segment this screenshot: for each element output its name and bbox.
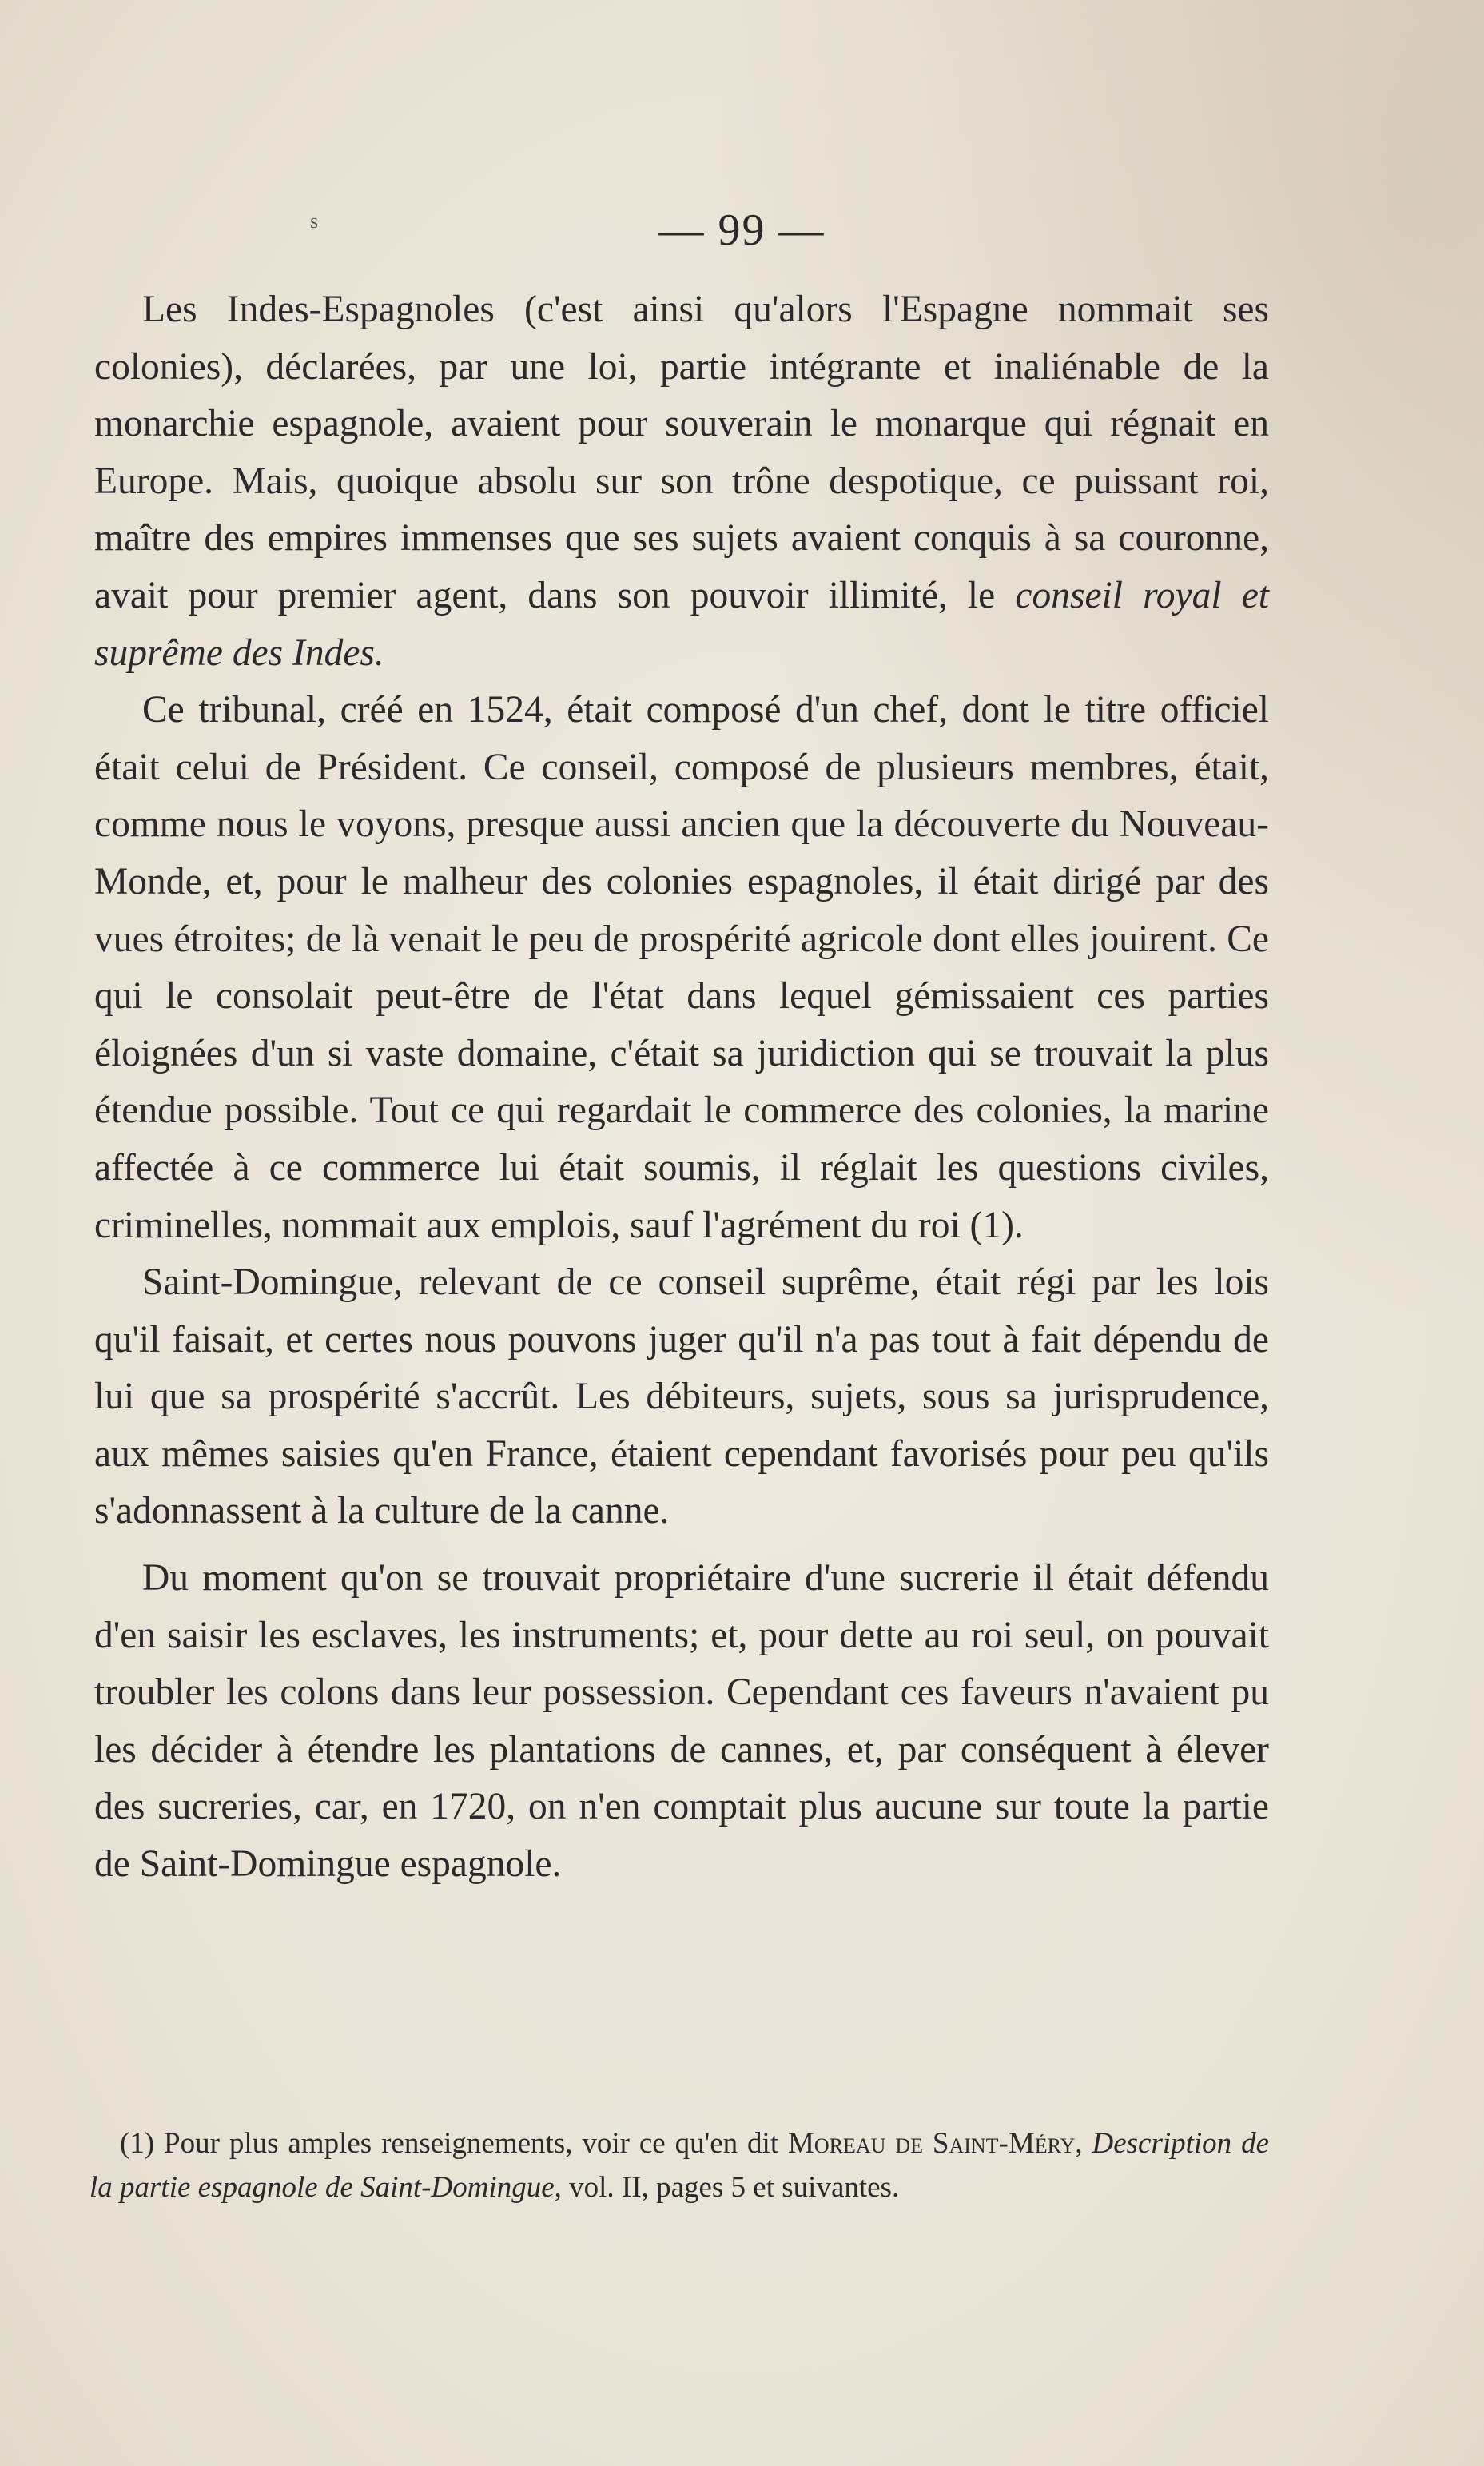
paragraph-saint-domingue: Saint-Domingue, relevant de ce conseil suprême, était régi par les lois qu'il faisait, et certes nous pouvons juger qu'il n'a pas tout à fait dépendu de lui que sa prospérité s'accrût. Les débiteurs, sujets, sous sa jurisprudence, aux mêmes saisies qu'en France, étaient cependant favorisés pour peu qu'ils s'adonnassent à la culture de la canne. <box>94 1261 1269 1532</box>
stray-mark: s <box>310 209 319 233</box>
footnote-tail: , vol. II, pages 5 et suivantes. <box>554 2171 900 2204</box>
footnote <box>90 2121 1269 2209</box>
footnote-author: Moreau de Saint-Méry <box>788 2127 1076 2160</box>
paragraph-text: Les Indes-Espagnoles (c'est ainsi qu'alors l'Espagne nommait ses colonies), déclarées, par une loi, partie intégrante et inaliénable de la monarchie espagnole, avaient pour souverain le monarque qui régnait en Europe. Mais, quoique absolu sur son trône despotique, ce puissant roi, maître des empires immenses que ses sujets avaient conquis à sa couronne, avait pour premier agent, dans son pouvoir illimité, le <box>94 289 1269 616</box>
paragraph-sucrerie: Du moment qu'on se trouvait propriétaire d'une sucrerie il était défendu d'en saisir les esclaves, les instruments; et, pour dette au roi seul, on pouvait troubler les colons dans leur possession. Cependant ces faveurs n'avaient pu les décider à étendre les plantations de cannes, et, par conséquent à élever des sucreries, car, en 1720, on n'en comptait plus aucune sur toute la partie de Saint-Domingue espagnole. <box>94 1557 1269 1886</box>
page-number: — 99 — <box>658 205 826 255</box>
footnote-lead: (1) Pour plus amples renseignements, voir ce qu'en dit <box>120 2127 788 2160</box>
footnote-work-title: Description de la partie espagnole de Saint-Domingue <box>90 2127 1269 2204</box>
footnote-text <box>90 2121 1269 2209</box>
italic-council-name: conseil royal et suprême des Indes. <box>94 574 1270 674</box>
footnote-comma: , <box>1075 2127 1092 2160</box>
paragraph-tribunal: Ce tribunal, créé en 1524, était composé d'un chef, dont le titre officiel était celui de Président. Ce conseil, composé de plusieurs membres, était, comme nous le voyons, presque aussi ancien que la découverte du Nouveau-Monde, et, pour le malheur des colonies espagnoles, il était dirigé par des vues étroites; de là venait le peu de prospérité agricole dont elles jouirent. Ce qui le consolait peut-être de l'état dans lequel gémissaient ces parties éloignées d'un si vaste domaine, c'était sa juridiction qui se trouvait la plus étendue possible. Tout ce qui regardait le commerce des colonies, la marine affectée à ce commerce lui était soumis, il réglait les questions civiles, criminelles, nommait aux emplois, sauf l'agrément du roi (1). <box>94 689 1269 1246</box>
main-text <box>94 281 1269 1894</box>
paragraph-indes-espagnoles <box>94 281 1269 682</box>
